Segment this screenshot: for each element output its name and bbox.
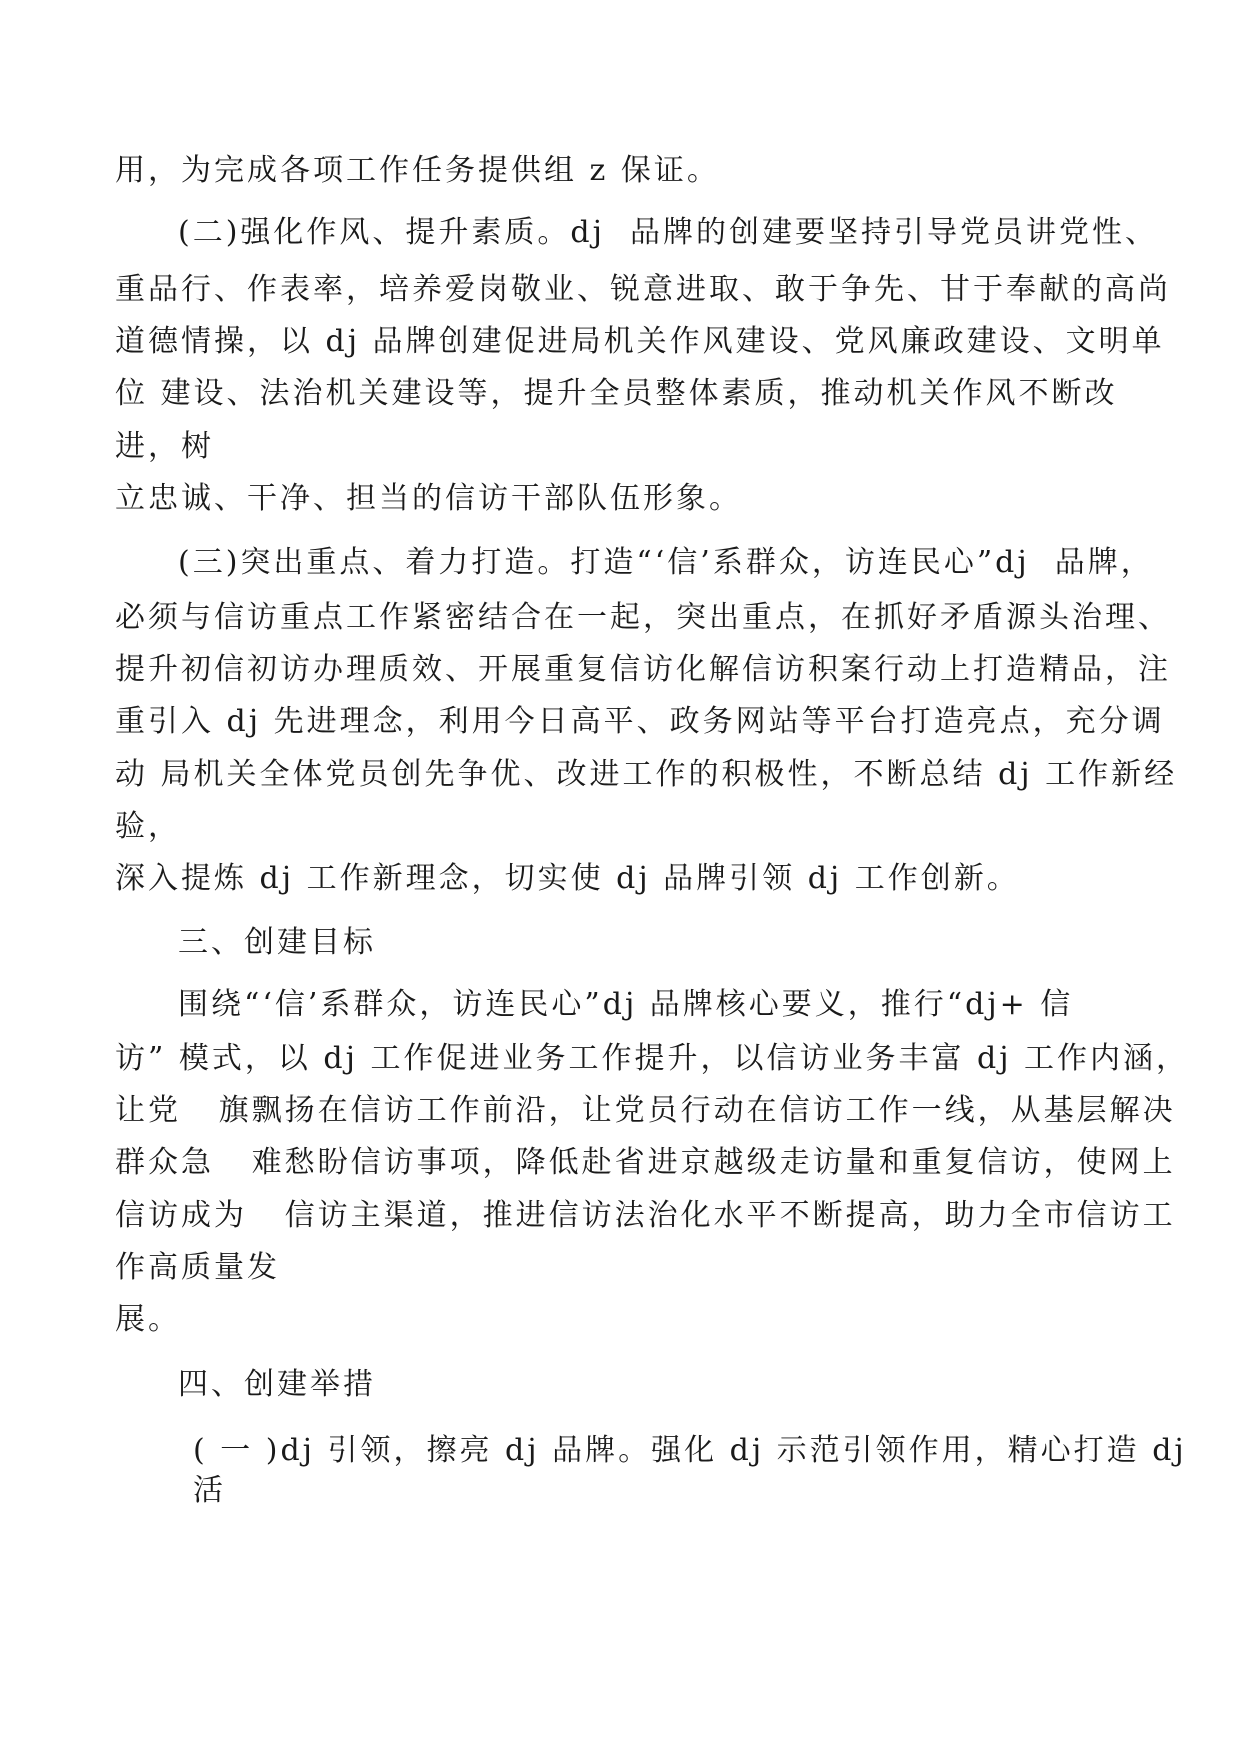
text-line: 道德情操，以 dj 品牌创建促进局机关作风建设、党风廉政建设、文明单	[115, 324, 1165, 359]
text-line: 进，树	[115, 429, 214, 464]
text-line: 重引入 dj 先进理念，利用今日高平、政务网站等平台打造亮点，充分调	[115, 704, 1165, 739]
text-line: 重品行、作表率，培养爱岗敬业、锐意进取、敢于争先、甘于奉献的高尚	[115, 272, 1171, 307]
text-line: 用，为完成各项工作任务提供组 z 保证。	[115, 153, 720, 188]
text-line: 让党 旗飘扬在信访工作前沿，让党员行动在信访工作一线，从基层解决	[115, 1093, 1176, 1128]
text-line: 位 建设、法治机关建设等，提升全员整体素质，推动机关作风不断改	[115, 376, 1118, 411]
text-line: 深入提炼 dj 工作新理念，切实使 dj 品牌引领 dj 工作创新。	[115, 861, 1020, 896]
text-line: 群众急 难愁盼信访事项，降低赴省进京越级走访量和重复信访，使网上	[115, 1145, 1176, 1180]
text-line: 围绕“‘信’系群众，访连民心”dj 品牌核心要义，推行“dj+ 信	[178, 987, 1074, 1022]
paragraph-heading-3: (三)突出重点、着力打造。打造“‘信’系群众，访连民心”dj 品牌，	[178, 545, 1154, 580]
text-line: 访” 模式，以 dj 工作促进业务工作提升，以信访业务丰富 dj 工作内涵，	[115, 1041, 1190, 1076]
text-line: 立忠诚、干净、担当的信访干部队伍形象。	[115, 481, 742, 516]
text-line: 动 局机关全体党员创先争优、改进工作的积极性，不断总结 dj 工作新经	[115, 757, 1178, 792]
text-line: 信访成为 信访主渠道，推进信访法治化水平不断提高，助力全市信访工	[115, 1198, 1176, 1233]
text-line: 必须与信访重点工作紧密结合在一起，突出重点，在抓好矛盾源头治理、	[115, 600, 1171, 635]
text-line: 活	[193, 1473, 226, 1508]
section-heading-measures: 四、创建举措	[178, 1367, 376, 1402]
text-line: 展。	[115, 1302, 181, 1337]
text-line: 验，	[115, 809, 181, 844]
section-heading-goals: 三、创建目标	[178, 925, 376, 960]
text-line: 提升初信初访办理质效、开展重复信访化解信访积案行动上打造精品，注	[115, 652, 1171, 687]
text-line: 作高质量发	[115, 1250, 280, 1285]
paragraph-heading-2: (二)强化作风、提升素质。dj 品牌的创建要坚持引导党员讲党性、	[178, 215, 1158, 250]
paragraph-heading-1: ( 一 )dj 引领，擦亮 dj 品牌。强化 dj 示范引领作用，精心打造 dj	[193, 1433, 1187, 1468]
